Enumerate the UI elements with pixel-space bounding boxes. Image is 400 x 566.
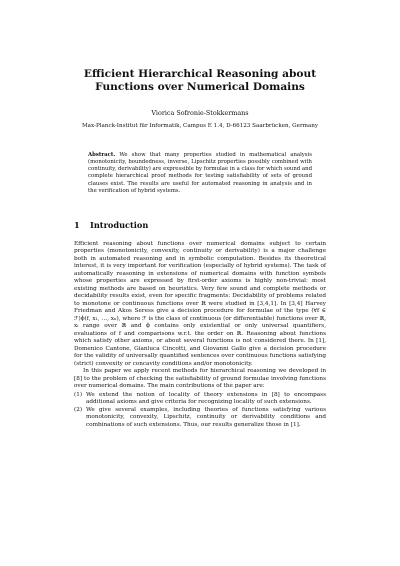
list-item	[74, 392, 326, 407]
abstract-text: We show that many properties studied in mathematical analysis (monotonicity, boundedness, inverse, Lipschitz properties possibly combined with continuity, derivability) are expressible by formulae in a class for which sound and complete hierarchical proof methods for testing satisfiability of sets of ground clauses exist. The results are useful for automated reasoning in analysis and in the verification of hybrid systems.	[88, 152, 312, 194]
section-title: Introduction	[90, 219, 149, 230]
list-item	[74, 407, 326, 430]
section-heading	[74, 220, 326, 230]
contributions-list	[74, 392, 326, 430]
list-item-text: We give several examples, including theories of functions satisfying various monotonicity, convexity, Lipschitz, continuity or derivability conditions and combinations of such extensions. Thus, our results generalize those in [1].	[86, 406, 326, 428]
abstract-label: Abstract.	[88, 152, 116, 158]
author-name: Viorica Sofronie-Stokkermans	[151, 109, 249, 117]
paragraph: In this paper we apply recent methods for hierarchical reasoning we developed in [8] to the problem of checking the satisfiability of ground formulae involving functions over numerical domains. The main contributions of the paper are:	[74, 368, 326, 390]
author-affiliation: Max-Planck-Institut für Informatik, Campus E 1.4, D-66123 Saarbrücken, Germany	[81, 123, 319, 129]
list-marker: (1)	[74, 391, 83, 398]
abstract	[88, 152, 312, 195]
list-item-text: We extend the notion of locality of theory extensions in [8] to encompass additional axioms and give criteria for recognizing locality of such extensions.	[86, 391, 326, 406]
paper-title: Efficient Hierarchical Reasoning about Functions over Numerical Domains	[83, 68, 317, 93]
section-number: 1	[74, 219, 80, 230]
section-body	[74, 241, 326, 391]
list-marker: (2)	[74, 406, 83, 413]
paragraph: Efficient reasoning about functions over numerical domains subject to certain properties (monotonicity, convexity, continuity or derivability) is a major challenge both in automated reasoning and in symbolic computation. Besides its theoretical interest, it is very important for verification (especially of hybrid systems). The task of automatically reasoning in extensions of numerical domains with function symbols whose properties are expressed by first-order axioms is highly non-trivial: most existing methods are based on heuristics. Very few sound and complete methods or decidability results exist, even for specific fragments: Decidability of problems related to monotone or continuous functions over ℝ were studied in [3,4,1]. In [3,4] Harvey Friedman and Akos Seress give a decision procedure for formulae of the type (∀f ∈ ℱ)ϕ(f, x₁, …, xₙ), where ℱ is the class of continuous (or differentiable) functions over ℝ, xᵢ range over ℝ and ϕ contains only existential or only universal quantifiers, evaluations of f and comparisons w.r.t. the order on ℝ. Reasoning about functions which satisfy other axioms, or about several functions is not considered there. In [1], Domenico Cantone, Gianluca Cincotti, and Giovanni Gallo give a decision procedure for the validity of universally quantified sentences over continuous functions satisfying (strict) convexity or concavity conditions and/or monotonicity.	[74, 240, 326, 367]
